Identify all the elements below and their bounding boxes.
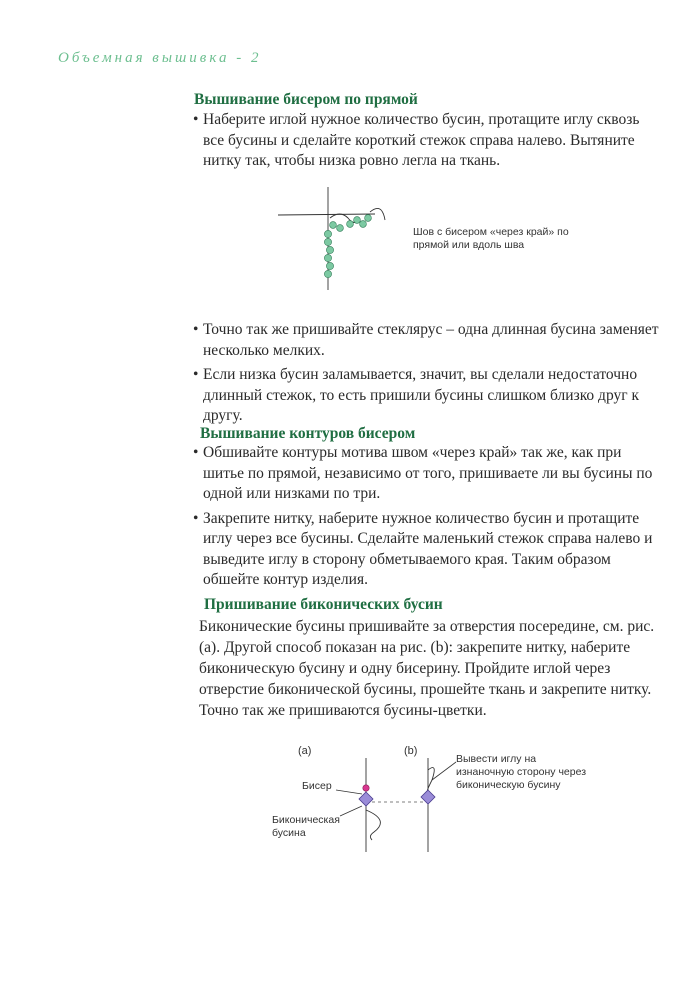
bullet-list-straight <box>193 110 663 176</box>
straight-seam-figure <box>270 182 410 294</box>
bullet-list-straight-notes <box>193 320 663 431</box>
caption-bead: Бисер <box>302 780 332 792</box>
bullet-list-contours <box>193 443 663 595</box>
figure-caption-straight: Шов с бисером «через край» по прямой или вдоль шва <box>413 226 569 251</box>
caption-figure-b: Вывести иглу на изнаночную сторону через биконическую бусину <box>456 753 587 791</box>
figure-label-a: (а) <box>298 745 312 757</box>
section-heading-straight: Вышивание бисером по прямой <box>194 91 418 108</box>
page-header: Объемная вышивка - 2 <box>58 50 262 66</box>
paragraph-bicone: Биконические бусины пришивайте за отверстия посередине, см. рис. (а). Другой способ показан на рис. (b): закрепите нитку, наберите биконическую бусину и одну бисерину. Пройдите иглой через отверстие биконической бусины, прошейте ткань и закрепите нитку. Точно так же пришиваются бусины-цветки. <box>199 618 655 719</box>
list-item: • Закрепите нитку, наберите нужное количество бусин и протащите иглу через все бусины. Сделайте маленький стежок справа налево и выведите иглу в сторону обметываемого края. Таким образом обшейте контур изделия. <box>193 509 653 588</box>
section-heading-contours: Вышивание контуров бисером <box>200 425 416 442</box>
list-item: • Наберите иглой нужное количество бусин, протащите иглу сквозь все бусины и сделайте короткий стежок справа налево. Вытяните нитку так, чтобы низка ровно легла на ткань. <box>193 111 640 169</box>
caption-bicone: Биконическая бусина <box>272 814 340 839</box>
figure-label-b: (b) <box>404 745 418 757</box>
section-heading-bicone: Пришивание биконических бусин <box>204 596 443 613</box>
list-item: • Точно так же пришивайте стеклярус – одна длинная бусина заменяет несколько мелких. <box>193 321 659 359</box>
list-item: • Если низка бусин заламывается, значит, вы сделали недостаточно длинный стежок, то есть пришили бусины слишком близко друг к другу. <box>193 366 640 424</box>
list-item: • Обшивайте контуры мотива швом «через край» так же, как при шитье по прямой, независимо от того, пришиваете ли вы бусины по одной или низками по три. <box>193 444 653 502</box>
